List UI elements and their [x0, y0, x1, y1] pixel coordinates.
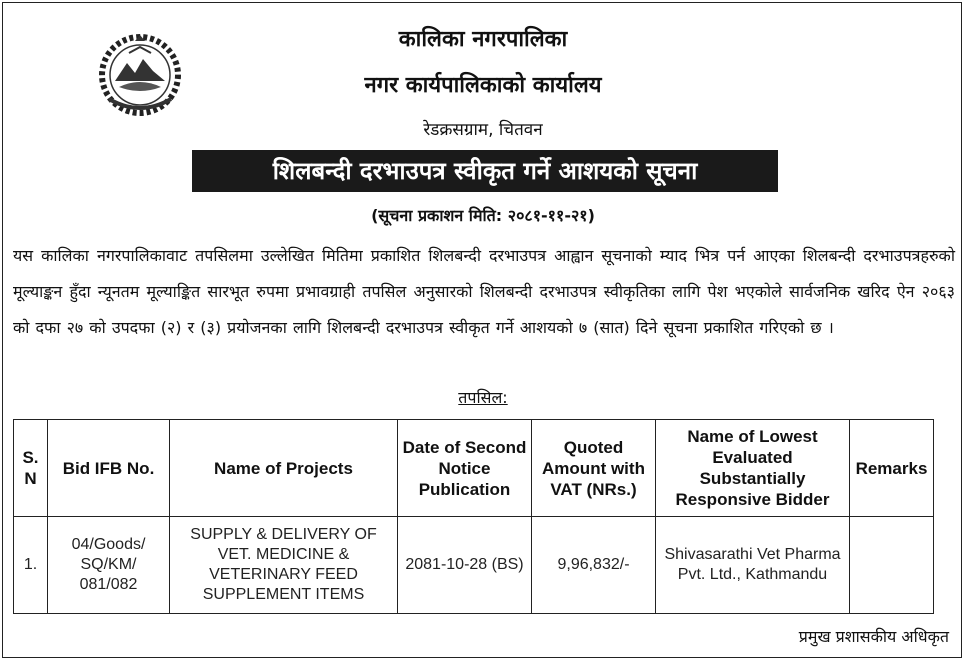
signatory-title: प्रमुख प्रशासकीय अधिकृत [798, 627, 949, 646]
cell-project: SUPPLY & DELIVERY OF VET. MEDICINE & VETERINARY FEED SUPPLEMENT ITEMS [170, 517, 398, 614]
notice-page [2, 2, 962, 658]
cell-sn: 1. [14, 517, 48, 614]
cell-date: 2081-10-28 (BS) [398, 517, 532, 614]
municipality-name: कालिका नगरपालिका [398, 27, 568, 52]
table-header-row [14, 420, 934, 517]
notice-title: शिलबन्दी दरभाउपत्र स्वीकृत गर्ने आशयको सूचना [192, 150, 778, 192]
header-remarks: Remarks [850, 420, 934, 517]
schedule-heading: तपसिल: [458, 388, 508, 407]
header-date: Date of Second Notice Publication [398, 420, 532, 517]
office-address: रेडक्रसग्राम, चितवन [423, 120, 543, 140]
header-sn: S. N [14, 420, 48, 517]
office-name: नगर कार्यपालिकाको कार्यालय [364, 73, 602, 98]
notice-body: यस कालिका नगरपालिकावाट तपसिलमा उल्लेखित मितिमा प्रकाशित शिलबन्दी दरभाउपत्र आह्वान सूचनाको म्याद भित्र पर्न आएका शिलबन्दी दरभाउपत्रहरुको मूल्याङ्कन हुँदा न्यूनतम मूल्याङ्कित सारभूत रुपमा प्रभावग्राही तपसिल अनुसारको शिलबन्दी दरभाउपत्र स्वीकृतिका लागि पेश भएकोले सार्वजनिक खरिद ऐन २०६३ को दफा २७ को उपदफा (२) र (३) प्रयोजनका लागि शिलबन्दी दरभाउपत्र स्वीकृत गर्ने आशयको ७ (सात) दिने सूचना प्रकाशित गरिएको छ । [13, 246, 955, 337]
table-row [14, 517, 934, 614]
header-bidder: Name of Lowest Evaluated Substantially Responsive Bidder [656, 420, 850, 517]
cell-remarks [850, 517, 934, 614]
cell-ifb: 04/Goods/ SQ/KM/ 081/082 [48, 517, 170, 614]
publication-date: (सूचना प्रकाशन मिति: २०८१-११-२१) [371, 206, 595, 225]
bid-table [13, 419, 934, 614]
cell-bidder: Shivasarathi Vet Pharma Pvt. Ltd., Kathmandu [656, 517, 850, 614]
header-amount: Quoted Amount with VAT (NRs.) [532, 420, 656, 517]
header-ifb: Bid IFB No. [48, 420, 170, 517]
cell-amount: 9,96,832/- [532, 517, 656, 614]
header-project: Name of Projects [170, 420, 398, 517]
